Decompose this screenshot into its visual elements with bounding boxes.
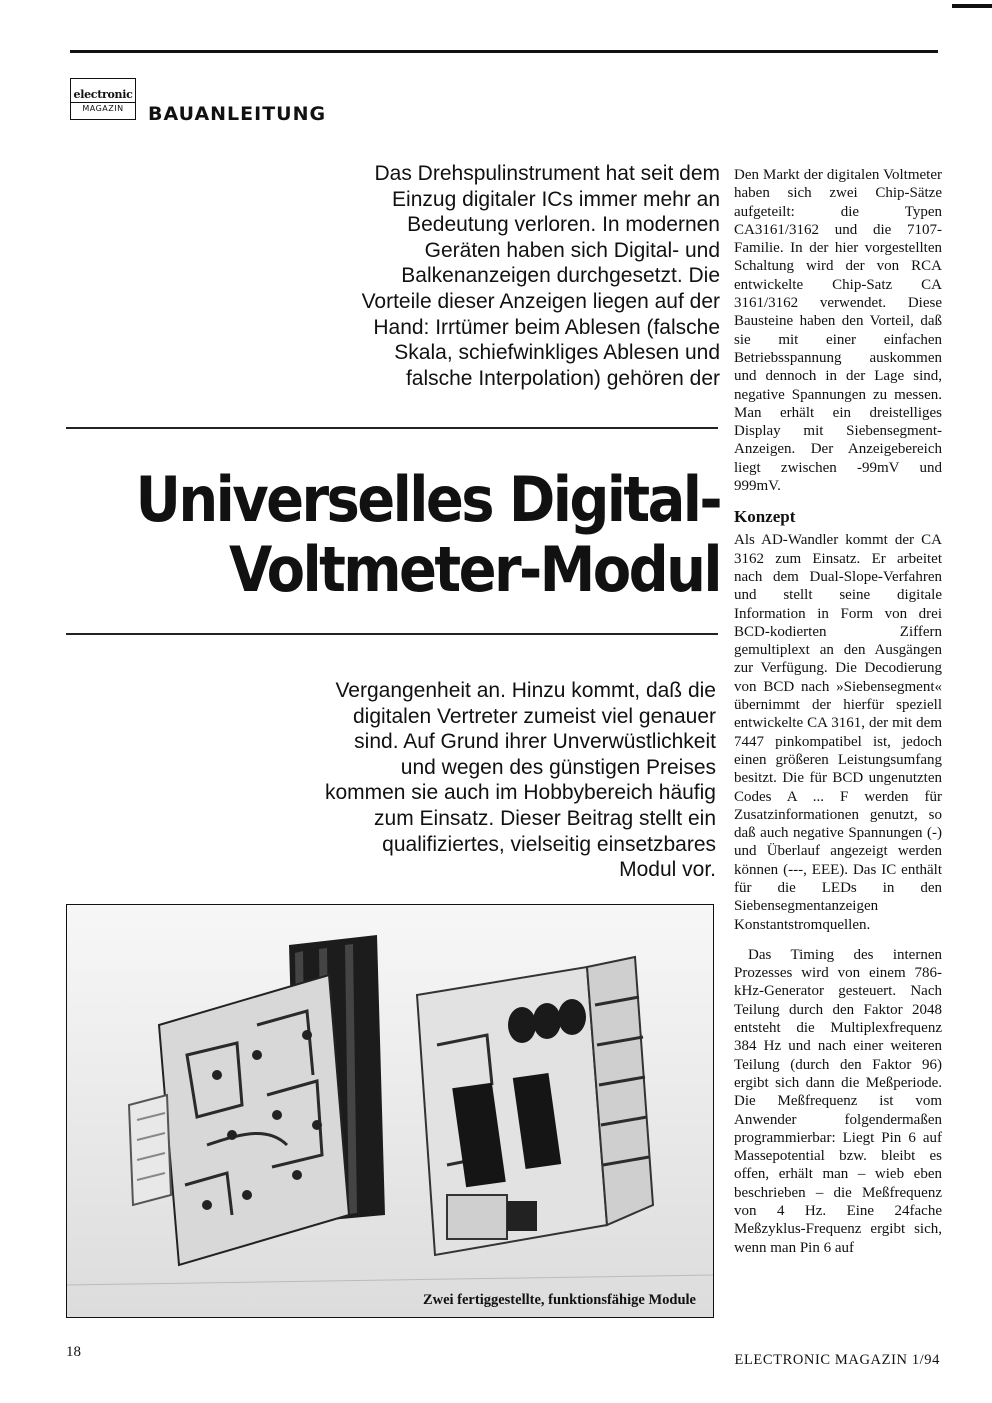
intro-line: Bedeutung verloren. In modernen	[407, 213, 720, 237]
body-paragraph: Das Timing des internen Prozesses wird von einem 786-kHz-Generator gesteuert. Nach Teilung durch den Faktor 2048 entsteht die Multiplexfrequenz 384 Hz und nach einer weiteren Teilung (durch den Faktor 96) ergibt sich dann die Meßperiode. Die Meßfrequenz ist vom Anwender folgendermaßen programmierbar: Liegt Pin 6 auf Massepotential bzw. bleibt es offen, erhält man – wieb eben beschrieben – die Meßfrequenz von 4 Hz. Eine 24fache Meßzyklus-Frequenz ergibt sich, wenn man Pin 6 auf	[734, 946, 942, 1256]
intro-line: kommen sie auch im Hobbybereich häufig	[324, 781, 716, 805]
headline-rule-top	[66, 427, 718, 429]
intro-line: sind. Auf Grund ihrer Unverwüstlichkeit	[354, 730, 716, 754]
header-rule	[70, 50, 938, 53]
subheading: Konzept	[734, 507, 796, 527]
logo-wordmark: electronic	[73, 88, 133, 101]
intro-line: digitalen Vertreter zumeist viel genauer	[352, 704, 716, 728]
intro-text-part-1	[300, 161, 720, 391]
module-photo	[66, 904, 714, 1318]
issue-label: ELECTRONIC MAGAZIN 1/94	[734, 1352, 940, 1368]
intro-line: falsche Interpolation) gehören der	[405, 366, 720, 390]
intro-line: Vorteile dieser Anzeigen liegen auf der	[361, 289, 720, 313]
headline-rule-bottom	[66, 633, 718, 635]
photo-caption: Zwei fertiggestellte, funktionsfähige Module	[422, 1292, 696, 1308]
photo-illustration	[67, 905, 714, 1318]
body-paragraph: Den Markt der digitalen Voltmeter haben sich zwei Chip-Sätze aufgeteilt: die Typen CA3161/3162 und die 7107-Familie. In der hier vorgestellten Schaltung wird der von RCA entwickelte Chip-Satz CA 3161/3162 verwendet. Diese Bausteine haben den Vorteil, daß sie mit einer einfachen Betriebsspannung auskommen und dennoch in der Lage sind, negative Spannungen zu messen. Man erhält ein dreistelliges Display mit Siebensegment-Anzeigen. Der Anzeigebereich liegt zwischen -99mV und 999mV.	[734, 167, 942, 495]
body-paragraph: Als AD-Wandler kommt der CA 3162 zum Einsatz. Er arbeitet nach dem Dual-Slope-Verfahren und stellt seine digitale Information in Form von drei BCD-kodierten Ziffern gemultiplext an den Ausgängen zur Verfügung. Die Decodierung von BCD nach »Siebensegment« übernimmt der hierfür speziell entwickelte CA 3161, der mit dem 7447 pinkompatibel ist, jedoch einen größeren Leistungsumfang besitzt. Die für BCD ungenutzten Codes A ... F werden für Zusatzinformationen genutzt, so daß auch negative Spannungen (-) und Überlauf angezeigt werden können (---, EEE). Das IC enthält für die LEDs in den Siebensegmentanzeigen Konstantstromquellen.	[734, 532, 942, 933]
intro-line: Modul vor.	[619, 858, 716, 882]
intro-text-part-2	[260, 678, 716, 883]
corner-mark	[952, 4, 992, 8]
intro-line: zum Einsatz. Dieser Beitrag stellt ein	[374, 806, 716, 830]
intro-line: und wegen des günstigen Preises	[400, 755, 716, 779]
intro-line: Balkenanzeigen durchgesetzt. Die	[401, 264, 720, 288]
intro-line: Einzug digitaler ICs immer mehr an	[392, 187, 720, 211]
headline-line-1: Universelles Digital-	[135, 464, 720, 537]
intro-line: Skala, schiefwinkliges Ablesen und	[394, 341, 720, 365]
page-number: 18	[66, 1344, 81, 1360]
intro-line: Vergangenheit an. Hinzu kommt, daß die	[335, 679, 716, 702]
headline-line-2: Voltmeter-Modul	[228, 534, 720, 607]
intro-line: Das Drehspulinstrument hat seit dem	[374, 162, 720, 185]
magazine-logo	[70, 78, 136, 120]
intro-line: Hand: Irrtümer beim Ablesen (falsche	[373, 315, 720, 339]
body-column	[734, 166, 942, 1269]
intro-line: Geräten haben sich Digital- und	[424, 238, 720, 262]
intro-line: qualifiziertes, vielseitig einsetzbares	[382, 832, 716, 856]
logo-subline: MAGAZIN	[71, 102, 135, 114]
section-label: BAUANLEITUNG	[148, 103, 327, 125]
